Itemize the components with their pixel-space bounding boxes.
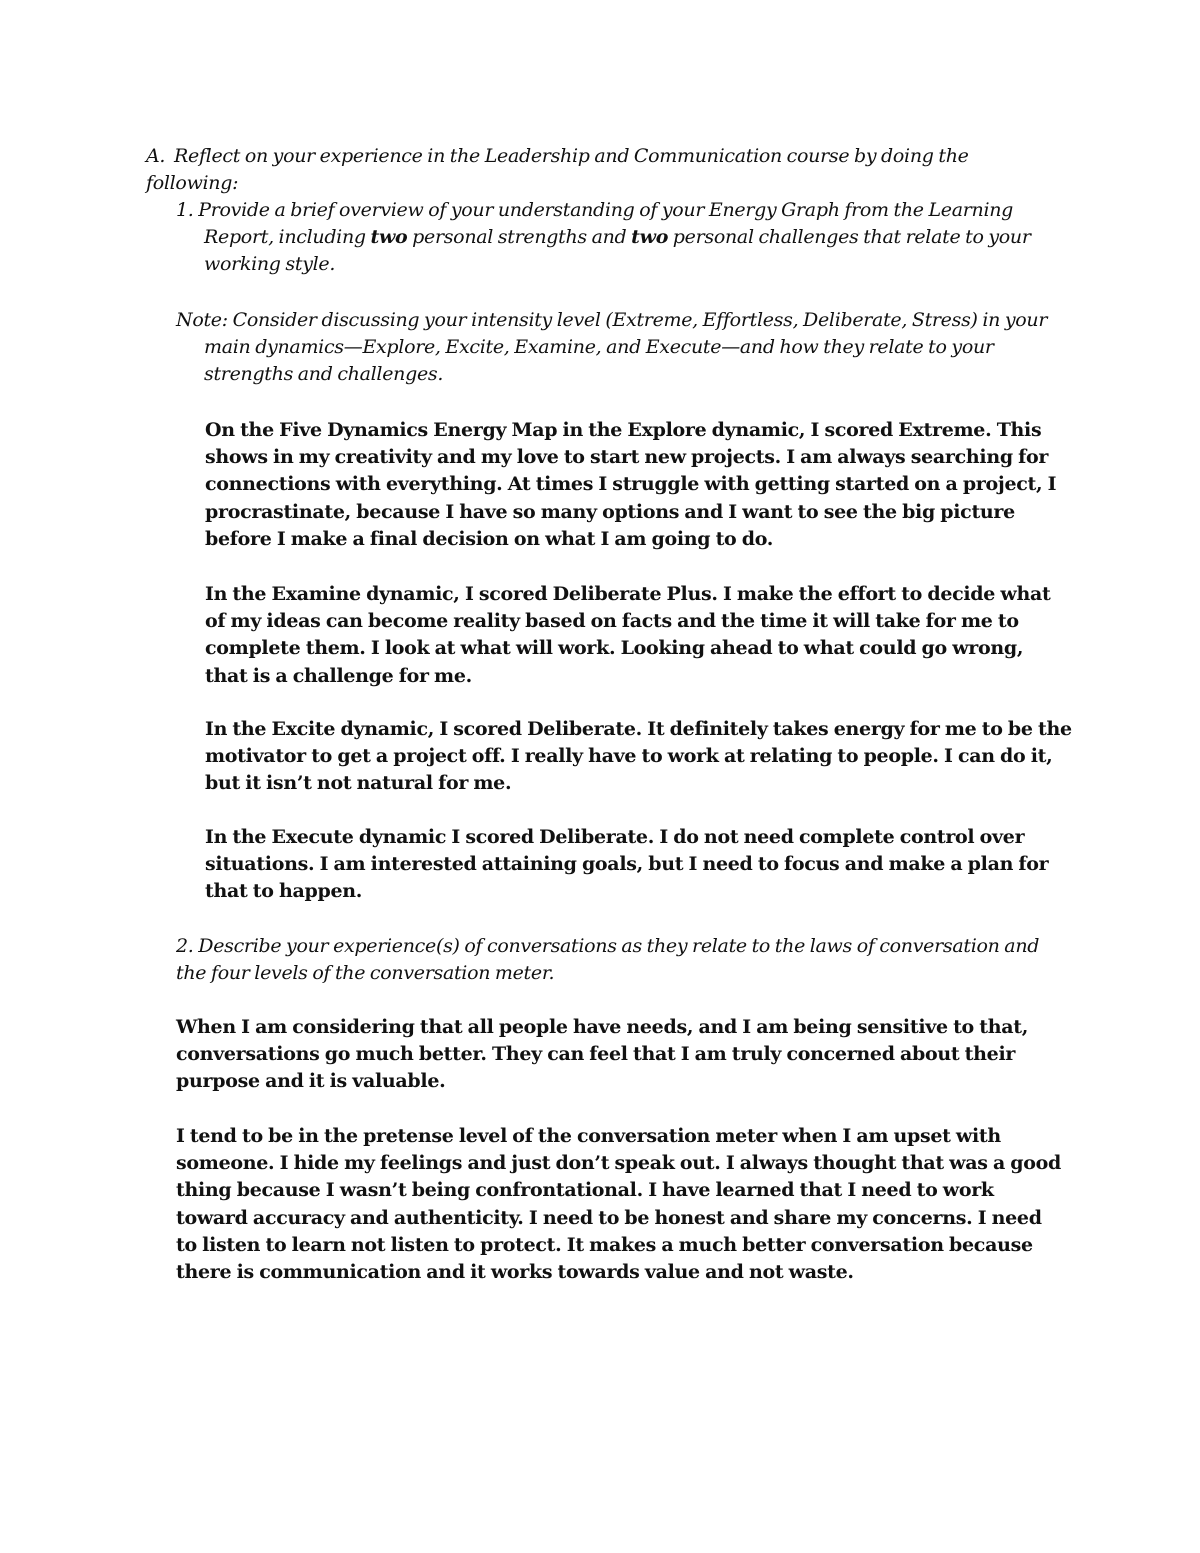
prompt-a-marker: A. [146, 145, 166, 167]
prompt-1-text-middle: personal strengths and [407, 226, 632, 249]
answer-1-paragraph-execute: In the Execute dynamic I scored Deliberate. I do not need complete control over situations. I am interested attaining goals, but I need to focus and make a plan for that to happen. [205, 826, 1049, 903]
note-paragraph: Note: Consider discussing your intensity level (Extreme, Effortless, Deliberate, Stress) in your main dynamics—Explore, Excite, Examine, and Execute—and how they relate to your strengths and challenges. [176, 309, 1048, 386]
answer-2-paragraph-pretense: I tend to be in the pretense level of the conversation meter when I am upset with someone. I hide my feelings and just don’t speak out. I always thought that was a good thing because I wasn’t being confrontational. I have learned that I need to work toward accuracy and authenticity. I need to be honest and share my concerns. I need to listen to learn not listen to protect. It makes a much better conversation because there is communication and it works towards value and not waste. [176, 1125, 1062, 1284]
answer-1-paragraph-explore: On the Five Dynamics Energy Map in the Explore dynamic, I scored Extreme. This shows in my creativity and my love to start new projects. I am always searching for connections with everything. At times I struggle with getting started on a project, I procrastinate, because I have so many options and I want to see the big picture before I make a final decision on what I am going to do. [205, 419, 1057, 550]
prompt-1-text-after: personal challenges that relate to your working style. [204, 226, 1031, 276]
answer-1-paragraph-excite: In the Excite dynamic, I scored Deliberate. It definitely takes energy for me to be the motivator to get a project off. I really have to work at relating to people. I can do it, but it isn’t not natural for me. [205, 718, 1072, 795]
answer-2-paragraph-needs: When I am considering that all people have needs, and I am being sensitive to that, conversations go much better. They can feel that I am truly concerned about their purpose and it is valuable. [176, 1016, 1029, 1093]
prompt-a-text: Reflect on your experience in the Leadership and Communication course by doing the following: [146, 145, 969, 195]
prompt-a [146, 143, 1026, 197]
prompt-2: 2. Describe your experience(s) of conversations as they relate to the laws of conversation and the four levels of the conversation meter. [176, 935, 1040, 985]
prompt-1-emphasis-2: two [631, 226, 669, 249]
answer-1-paragraph-examine: In the Examine dynamic, I scored Deliberate Plus. I make the effort to decide what of my ideas can become reality based on facts and the time it will take for me to complete them. I look at what will work. Looking ahead to what could go wrong, that is a challenge for me. [205, 583, 1051, 687]
prompt-1 [176, 197, 1074, 279]
prompt-1-text-before: Provide a brief overview of your understanding of your Energy Graph from the Learning Report, including [198, 199, 1014, 249]
prompt-1-marker: 1. [176, 199, 194, 221]
prompt-1-emphasis-1: two [370, 226, 408, 249]
